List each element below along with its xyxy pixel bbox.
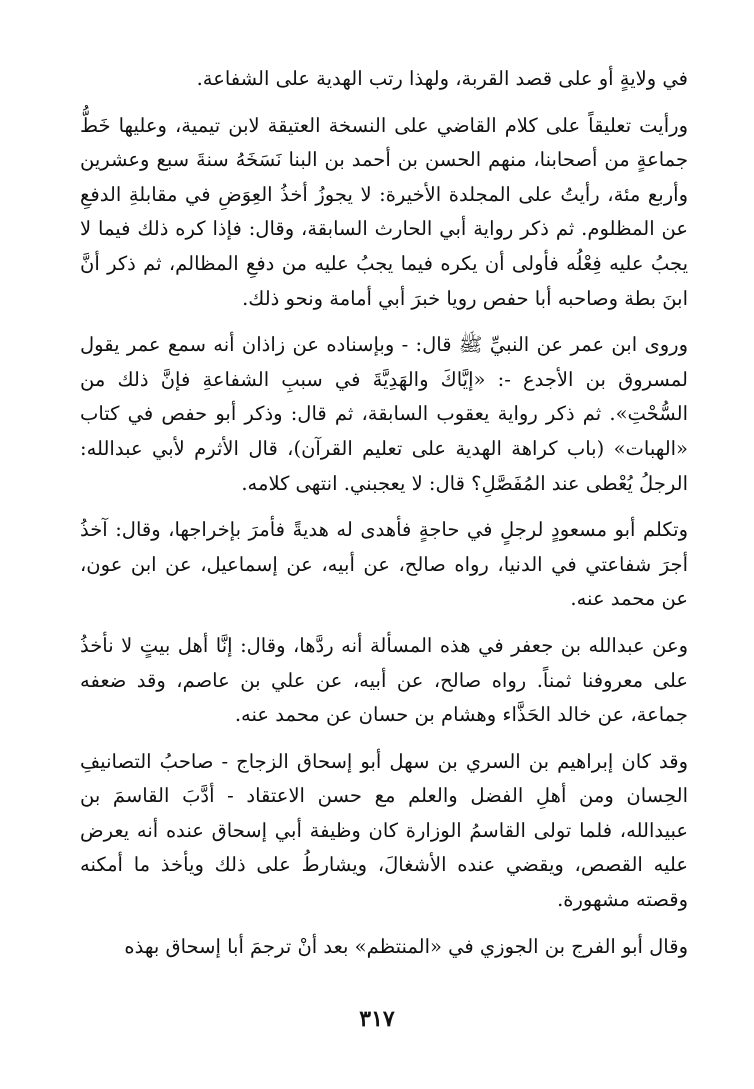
paragraph-6: وقد كان إبراهيم بن السري بن سهل أبو إسحاق الزجاج - صاحبُ التصانيفِ الحِسان ومن أهلِ الفضل والعلم مع حسن الاعتقاد - أدَّبَ القاسمَ بن عبيدالله، فلما تولى القاسمُ الوزارة كان وظيفة أبي إسحاق عنده أنه يعرض عليه القصص، ويقضي عنده الأشغالَ، ويشارطُ على ذلك ويأخذ ما أمكنه وقصته مشهورة. <box>80 749 688 912</box>
paragraph-2: ورأيت تعليقاً على كلام القاضي على النسخة العتيقة لابن تيمية، وعليها خَطُّ جماعةٍ من أصحابنا، منهم الحسن بن أحمد بن البنا نَسَخَهُ سنةَ سبع وعشرين وأربع مئة، رأيتُ على المجلدة الأخيرة: لا يجوزُ أخذُ العِوَضِ في مقابلةِ الدفعِ عن المظلوم. ثم ذكر رواية أبي الحارث السابقة، وقال: فإذا كره ذلك فيما لا يجبُ عليه فِعْلُه فأولى أن يكره فيما يجبُ عليه من دفعِ المظالم، ثم ذكر أنَّ ابنَ بطة وصاحبه أبا حفص رويا خبرَ أبي أمامة ونحو ذلك. <box>80 113 688 310</box>
page-body-text <box>80 62 688 964</box>
paragraph-7: وقال أبو الفرج بن الجوزي في «المنتظم» بعد أنْ ترجمَ أبا إسحاق بهذه <box>124 934 688 958</box>
paragraph-4: وتكلم أبو مسعودٍ لرجلٍ في حاجةٍ فأهدى له هديةً فأمرَ بإخراجها، وقال: آخذُ أجرَ شفاعتي في الدنيا، رواه صالح، عن أبيه، عن إسماعيل، عن ابن عون، عن محمد عنه. <box>80 518 688 611</box>
paragraph-5: وعن عبدالله بن جعفر في هذه المسألة أنه ردَّها، وقال: إنَّا أهل بيتٍ لا نأخذُ على معروفنا ثمناً. رواه صالح، عن أبيه، عن علي بن عاصم، وقد ضعفه جماعة، عن خالد الحَذَّاء وهشام بن حسان عن محمد عنه. <box>80 633 688 727</box>
paragraph-3: وروى ابن عمر عن النبيِّ ﷺ قال: - وبإسناده عن زاذان أنه سمع عمر يقول لمسروق بن الأجدع -: «إيَّاكَ والهَدِيَّةَ في سببِ الشفاعةِ فإنَّ ذلك من السُّحْتِ». ثم ذكر رواية يعقوب السابقة، ثم قال: وذكر أبو حفص في كتاب «الهبات» (باب كراهة الهدية على تعليم القرآن)، قال الأثرم لأبي عبدالله: الرجلُ يُعْطى عند المُفَصَّلِ؟ قال: لا يعجبني. انتهى كلامه. <box>80 333 688 495</box>
paragraph-1: في ولايةٍ أو على قصد القربة، ولهذا رتب الهدية على الشفاعة. <box>196 67 688 90</box>
page-number: ٣١٧ <box>359 1006 395 1032</box>
